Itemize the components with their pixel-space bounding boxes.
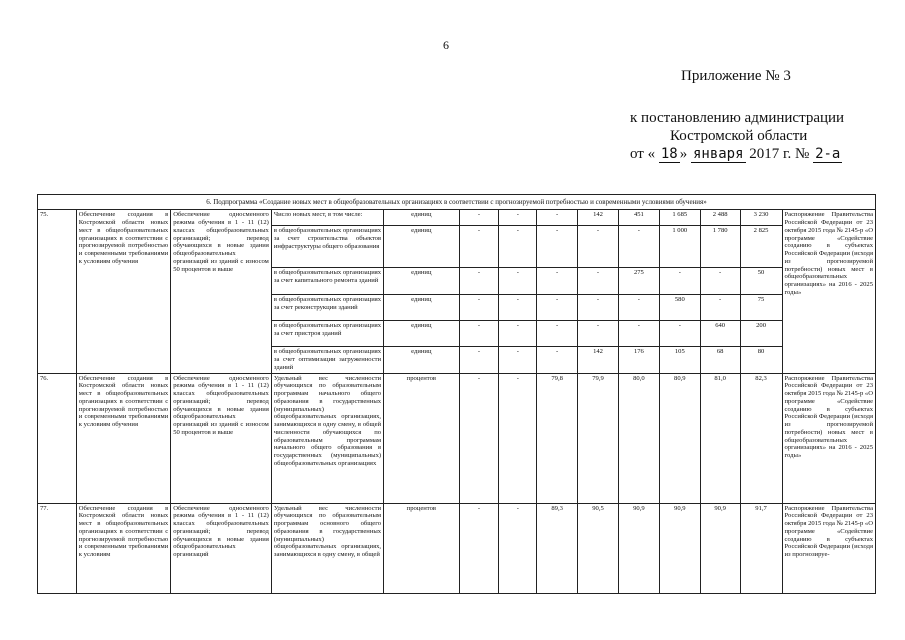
date-prefix: от « [630,146,656,162]
value-cell: 68 [700,347,740,373]
value-cell: - [499,347,537,373]
value-cell: 3 230 [740,210,782,226]
value-cell: - [459,503,499,593]
value-cell: 580 [659,295,700,321]
unit-cell: процентов [384,503,460,593]
indicator-cell: в общеобразовательных организациях за счет оптимизации загруженности зданий [271,347,383,373]
value-cell: - [537,268,578,295]
decree-line: к постановлению администрации [630,110,845,126]
value-cell: - [459,373,499,503]
value-cell: 79,8 [537,373,578,503]
value-cell: 1 000 [659,226,700,268]
value-cell: 2 488 [700,210,740,226]
indicator-cell: в общеобразовательных организациях за счет капитального ремонта зданий [271,268,383,295]
value-cell: 79,9 [578,373,619,503]
value-cell: 80,0 [618,373,659,503]
value-cell: 80 [740,347,782,373]
value-cell: 82,3 [740,373,782,503]
value-cell: - [459,321,499,347]
value-cell: - [459,210,499,226]
value-cell: - [700,268,740,295]
decree-date-line [630,146,842,163]
decree-number: 2-а [815,146,841,162]
row-number: 76. [38,373,77,503]
value-cell: 142 [578,347,619,373]
value-cell: 50 [740,268,782,295]
value-cell: - [499,210,537,226]
value-cell: 105 [659,347,700,373]
value-cell: - [700,295,740,321]
value-cell: - [537,226,578,268]
row-number: 75. [38,210,77,373]
value-cell: - [459,226,499,268]
indicator-cell: Число новых мест, в том числе: [271,210,383,226]
value-cell: - [578,226,619,268]
indicator-cell: Удельный вес численности обучающихся по образовательным программам начального общего образования в государственных (муниципальных) общеобразовательных организациях, занимающихся в одну смену, в общей численности обучающихся по образовательным программам начального общего образования в государственных (муниципальных) общеобразовательных организациях [271,373,383,503]
unit-cell: процентов [384,373,460,503]
page-number: 6 [443,38,449,52]
date-mid: » [679,146,688,162]
value-cell: - [537,210,578,226]
value-cell: 89,3 [537,503,578,593]
value-cell: 80,9 [659,373,700,503]
admin-line: Костромской области [670,128,808,144]
value-cell: - [659,268,700,295]
table-row [38,503,876,593]
unit-cell: единиц [384,226,460,268]
source-cell: Распоряжение Правительства Российской Федерации от 23 октября 2015 года № 2145-р «О программе «Содействие созданию в субъектах Российской Федерации (исходя из прогнозируе- [782,503,875,593]
value-cell: 451 [618,210,659,226]
unit-cell: единиц [384,295,460,321]
value-cell: 90,9 [618,503,659,593]
value-cell: - [659,321,700,347]
value-cell: - [537,295,578,321]
indicator-cell: в общеобразовательных организациях за счет реконструкции зданий [271,295,383,321]
value-cell: - [459,268,499,295]
value-cell: 176 [618,347,659,373]
value-cell: 1 780 [700,226,740,268]
value-cell: - [499,226,537,268]
value-cell: 90,9 [659,503,700,593]
value-cell: 90,5 [578,503,619,593]
value-cell: - [499,503,537,593]
subprogram-title: 6. Подпрограмма «Создание новых мест в общеобразовательных организациях в соответствии с прогнозируемой потребностью и современными условиями обучения» [38,195,876,210]
date-day: 18 [660,146,678,162]
value-cell: - [578,268,619,295]
value-cell: - [618,295,659,321]
unit-cell: единиц [384,321,460,347]
task-cell: Обеспечение односменного режима обучения в 1 - 11 (12) классах общеобразовательных организаций; перевод обучающихся в новые здания общеобразовательных организаций из зданий с износом 50 процентов и выше [171,373,272,503]
source-cell: Распоряжение Правительства Российской Федерации от 23 октября 2015 года № 2145-р «О программе «Содействие созданию в субъектах Российской Федерации (исходя из прогнозируемой потребности) новых мест в общеобразовательных организациях» на 2016 - 2025 годы» [782,210,875,373]
value-cell: 81,0 [700,373,740,503]
value-cell: - [499,373,537,503]
value-cell: 640 [700,321,740,347]
value-cell: - [578,295,619,321]
value-cell: - [618,226,659,268]
unit-cell: единиц [384,268,460,295]
indicator-cell: в общеобразовательных организациях за счет строительства объектов инфраструктуры общего образования [271,226,383,268]
task-cell: Обеспечение односменного режима обучения в 1 - 11 (12) классах общеобразовательных организаций; перевод обучающихся в новые здания общеобразовательных организаций из зданий с износом 50 процентов и выше [171,210,272,373]
value-cell: - [459,347,499,373]
indicators-table [37,194,876,594]
unit-cell: единиц [384,347,460,373]
indicator-cell: Удельный вес численности обучающихся по образовательным программам основного общего образования в государственных (муниципальных) общеобразовательных организациях, занимающихся в одну смену, в общей [271,503,383,593]
value-cell: 142 [578,210,619,226]
value-cell: 2 825 [740,226,782,268]
table-row [38,373,876,503]
source-cell: Распоряжение Правительства Российской Федерации от 23 октября 2015 года № 2145-р «О программе «Содействие созданию в субъектах Российской Федерации (исходя из прогнозируемой потребности) новых мест в общеобразовательных организациях» на 2016 - 2025 годы» [782,373,875,503]
value-cell: - [578,321,619,347]
task-cell: Обеспечение односменного режима обучения в 1 - 11 (12) классах общеобразовательных организаций; перевод обучающихся в новые здания общеобразовательных организаций [171,503,272,593]
goal-cell: Обеспечение создания в Костромской области новых мест в общеобразовательных организациях в соответствии с прогнозируемой потребностью и современными требованиями к условиям [76,503,170,593]
value-cell: - [537,347,578,373]
row-number: 77. [38,503,77,593]
value-cell: - [537,321,578,347]
value-cell: - [618,321,659,347]
value-cell: 275 [618,268,659,295]
unit-cell: единиц [384,210,460,226]
date-year: 2017 г. № [749,146,810,162]
value-cell: 1 685 [659,210,700,226]
indicator-cell: в общеобразовательных организациях за счет пристроя зданий [271,321,383,347]
goal-cell: Обеспечение создания в Костромской области новых мест в общеобразовательных организациях в соответствии с прогнозируемой потребностью и современными требованиями к условиям обучения [76,373,170,503]
table-row [38,210,876,226]
value-cell: 200 [740,321,782,347]
value-cell: - [499,295,537,321]
value-cell: 90,9 [700,503,740,593]
date-month: января [692,146,744,162]
value-cell: - [459,295,499,321]
value-cell: 75 [740,295,782,321]
value-cell: - [499,321,537,347]
goal-cell: Обеспечение создания в Костромской области новых мест в общеобразовательных организациях в соответствии с прогнозируемой потребностью и современными требованиями к условиям обучения [76,210,170,373]
value-cell: - [499,268,537,295]
value-cell: 91,7 [740,503,782,593]
appendix-title: Приложение № 3 [681,68,791,84]
